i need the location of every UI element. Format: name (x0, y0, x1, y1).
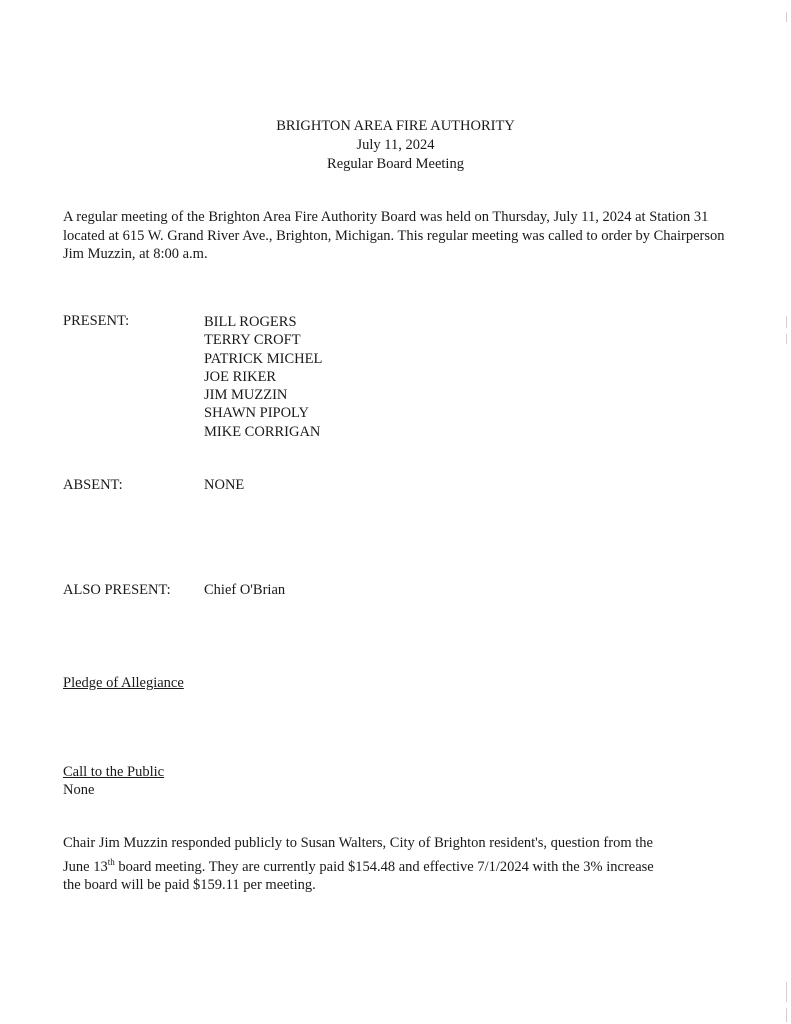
public-response-line-3: the board will be paid $159.11 per meeting. (63, 876, 316, 893)
scan-edge-mark (786, 982, 787, 1002)
organization-title: BRIGHTON AREA FIRE AUTHORITY (276, 118, 515, 134)
present-member: MIKE CORRIGAN (204, 423, 321, 440)
intro-paragraph: A regular meeting of the Brighton Area Fire Authority Board was held on Thursday, July 11, 2024 at Station 31 located at 615 W. Grand River Ave., Brighton, Michigan. This regular meeting was called to order by Chairperson Jim Muzzin, at 8:00 a.m. (63, 209, 725, 262)
scan-edge-mark (786, 1008, 787, 1022)
public-response-line-1: Chair Jim Muzzin responded publicly to Susan Walters, City of Brighton resident's, question from the (63, 835, 653, 851)
public-response-line-2-text: board meeting. They are currently paid $154.48 and effective 7/1/2024 with the 3% increase (114, 858, 654, 875)
absent-label: ABSENT: (63, 477, 123, 493)
call-to-public-value: None (63, 782, 95, 798)
date-ordinal-suffix: th (107, 856, 115, 867)
scan-edge-mark (786, 316, 787, 328)
call-to-public-heading: Call to the Public (63, 764, 165, 780)
present-member: TERRY CROFT (204, 332, 301, 349)
public-response-line-2 (63, 853, 728, 876)
present-member: SHAWN PIPOLY (204, 405, 309, 422)
also-present-value: Chief O'Brian (204, 582, 286, 598)
meeting-type: Regular Board Meeting (327, 156, 464, 172)
present-member: JIM MUZZIN (204, 387, 288, 404)
scan-edge-mark (786, 12, 787, 22)
pledge-heading: Pledge of Allegiance (63, 675, 184, 691)
document-header (0, 117, 791, 174)
scan-edge-mark (786, 334, 787, 344)
present-label: PRESENT: (63, 313, 130, 329)
present-member: JOE RIKER (204, 368, 277, 385)
present-member: BILL ROGERS (204, 314, 297, 330)
meeting-date: July 11, 2024 (356, 137, 435, 153)
present-member: PATRICK MICHEL (204, 350, 323, 367)
also-present-label: ALSO PRESENT: (63, 582, 171, 598)
public-response-date: June 13 (63, 858, 108, 875)
absent-value: NONE (204, 477, 245, 493)
public-response-paragraph (63, 834, 728, 894)
present-members-list (204, 313, 322, 441)
